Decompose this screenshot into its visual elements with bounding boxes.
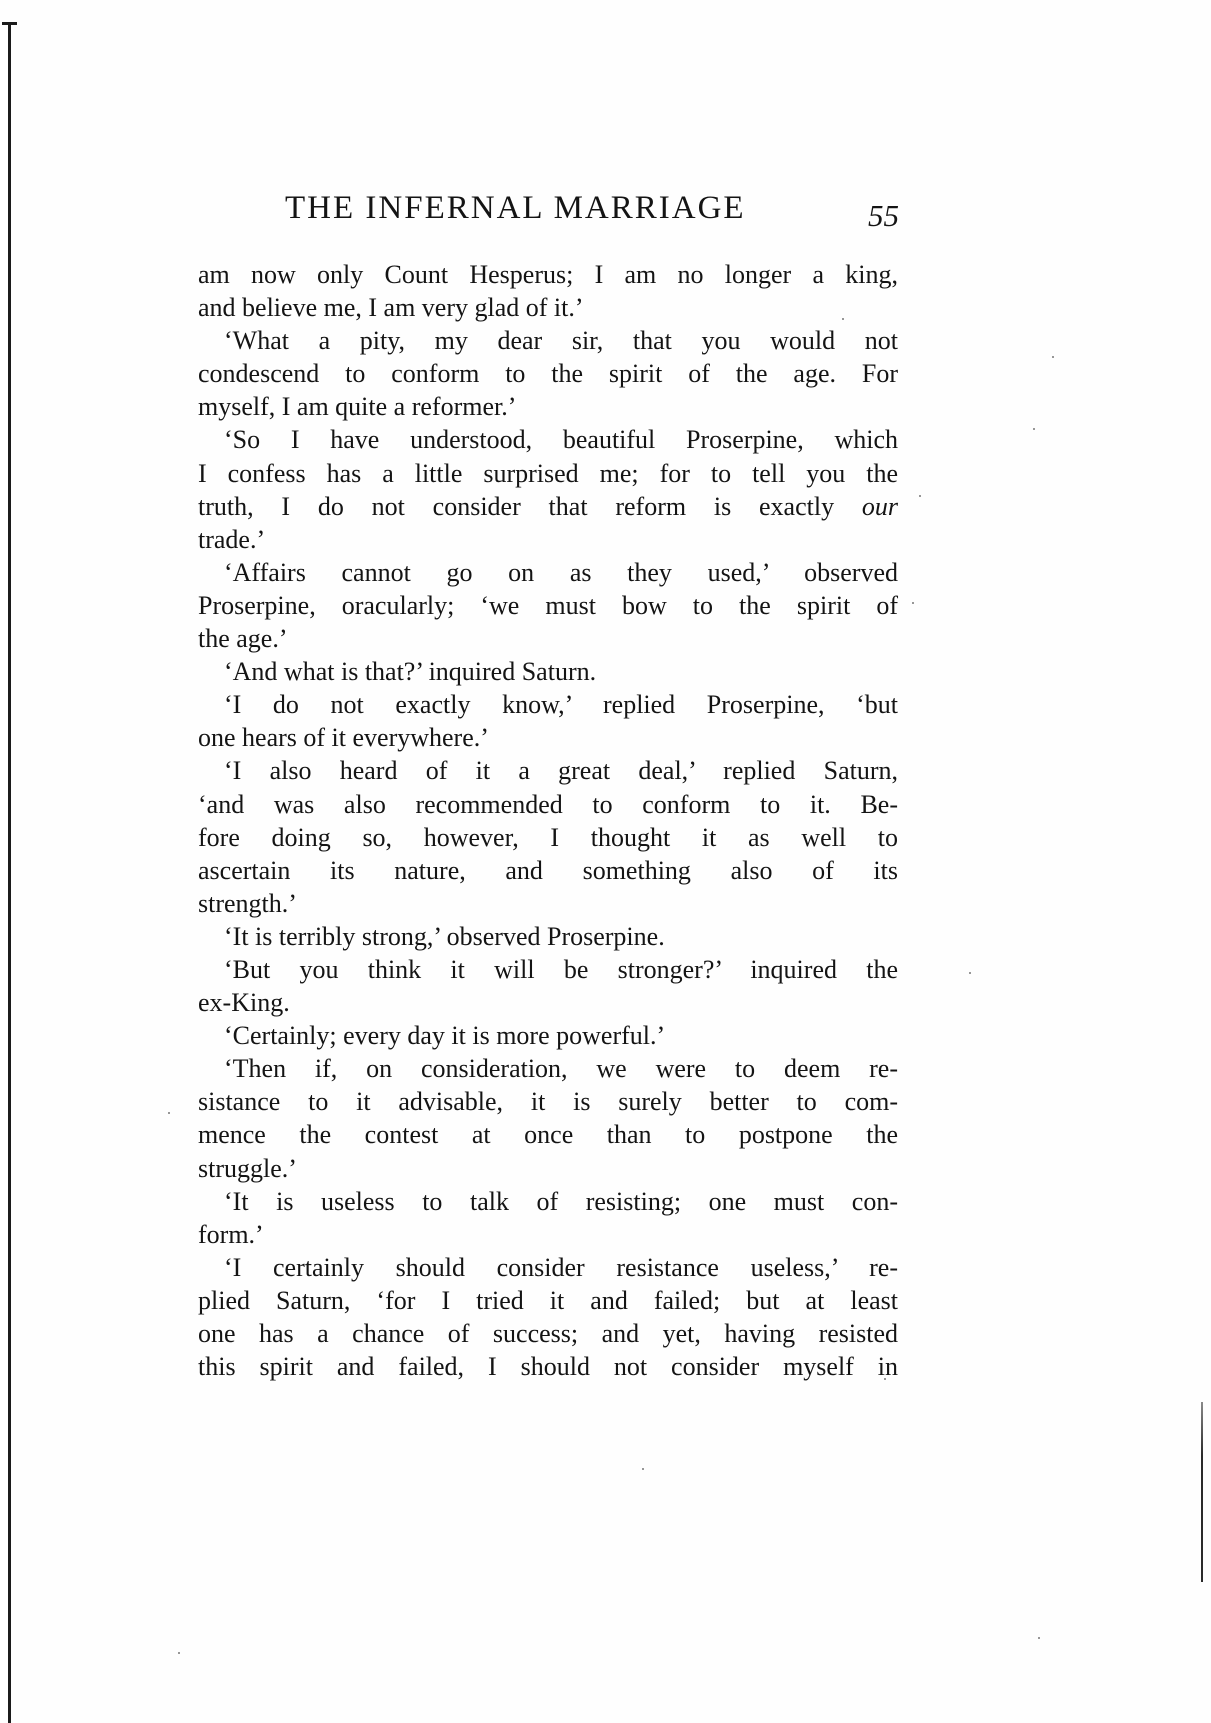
- text-line: form.’: [198, 1219, 264, 1249]
- paper-speck: [919, 495, 921, 497]
- paper-speck: [912, 602, 914, 604]
- text-line-part: truth, I do not consider that reform is exactly: [198, 491, 835, 521]
- text-line: ‘And what is that?’ inquired Saturn.: [224, 657, 597, 687]
- text-line: this spirit and failed, I should not consider myself in: [198, 1352, 898, 1382]
- text-line: one hears of it everywhere.’: [198, 723, 489, 753]
- text-line: the age.’: [198, 624, 288, 654]
- binding-edge-line: [8, 24, 11, 1723]
- text-line: I confess has a little surprised me; for to tell you the: [198, 458, 898, 488]
- text-line: ‘It is terribly strong,’ observed Proserpine.: [224, 921, 665, 951]
- text-line: struggle.’: [198, 1153, 297, 1183]
- text-line: ex-King.: [198, 988, 290, 1018]
- right-edge-mark: [1201, 1402, 1203, 1582]
- text-line: ‘and was also recommended to conform to it. Be-: [198, 789, 898, 819]
- text-line: condescend to conform to the spirit of the age. For: [198, 359, 898, 389]
- text-line: ‘I do not exactly know,’ replied Proserpine, ‘but: [224, 690, 898, 720]
- paper-speck: [642, 1468, 644, 1470]
- text-line: ‘Affairs cannot go on as they used,’ observed: [224, 557, 898, 587]
- text-line: sistance to it advisable, it is surely better to com-: [198, 1087, 898, 1117]
- text-line: am now only Count Hesperus; I am no longer a king,: [198, 260, 898, 289]
- paper-speck: [1052, 356, 1054, 358]
- text-line: ‘But you think it will be stronger?’ inquired the: [224, 954, 898, 984]
- paper-speck: [168, 1112, 170, 1114]
- binding-edge-cap: [2, 22, 17, 25]
- text-line: ascertain its nature, and something also of its: [198, 855, 898, 885]
- text-line: myself, I am quite a reformer.’: [198, 392, 517, 422]
- text-line-with-italic: [198, 490, 898, 523]
- text-line: ‘I certainly should consider resistance useless,’ re-: [224, 1252, 898, 1282]
- text-line: ‘What a pity, my dear sir, that you would not: [224, 326, 898, 356]
- paper-speck: [969, 972, 971, 974]
- page-header: [285, 188, 907, 238]
- running-title: THE INFERNAL MARRIAGE: [285, 190, 746, 226]
- body-text: [198, 258, 898, 1383]
- text-line: trade.’: [198, 524, 266, 554]
- text-line: and believe me, I am very glad of it.’: [198, 293, 584, 323]
- text-line: plied Saturn, ‘for I tried it and failed; but at least: [198, 1285, 898, 1315]
- text-line: strength.’: [198, 888, 297, 918]
- paper-speck: [1033, 428, 1035, 430]
- text-line: ‘So I have understood, beautiful Proserpine, which: [224, 425, 898, 455]
- text-line: mence the contest at once than to postpone the: [198, 1120, 898, 1150]
- text-line: ‘It is useless to talk of resisting; one must con-: [224, 1186, 898, 1216]
- paper-speck: [1038, 1637, 1040, 1639]
- text-line: ‘Then if, on consideration, we were to deem re-: [224, 1054, 898, 1084]
- text-line: Proserpine, oracularly; ‘we must bow to the spirit of: [198, 590, 898, 620]
- text-line: fore doing so, however, I thought it as well to: [198, 822, 898, 852]
- italic-word: our: [861, 491, 898, 521]
- text-line: one has a chance of success; and yet, having resisted: [198, 1319, 898, 1348]
- page-number: 55: [868, 198, 899, 233]
- text-line: ‘I also heard of it a great deal,’ replied Saturn,: [224, 756, 898, 786]
- paper-speck: [178, 1652, 180, 1654]
- text-line: ‘Certainly; every day it is more powerful.’: [224, 1021, 666, 1051]
